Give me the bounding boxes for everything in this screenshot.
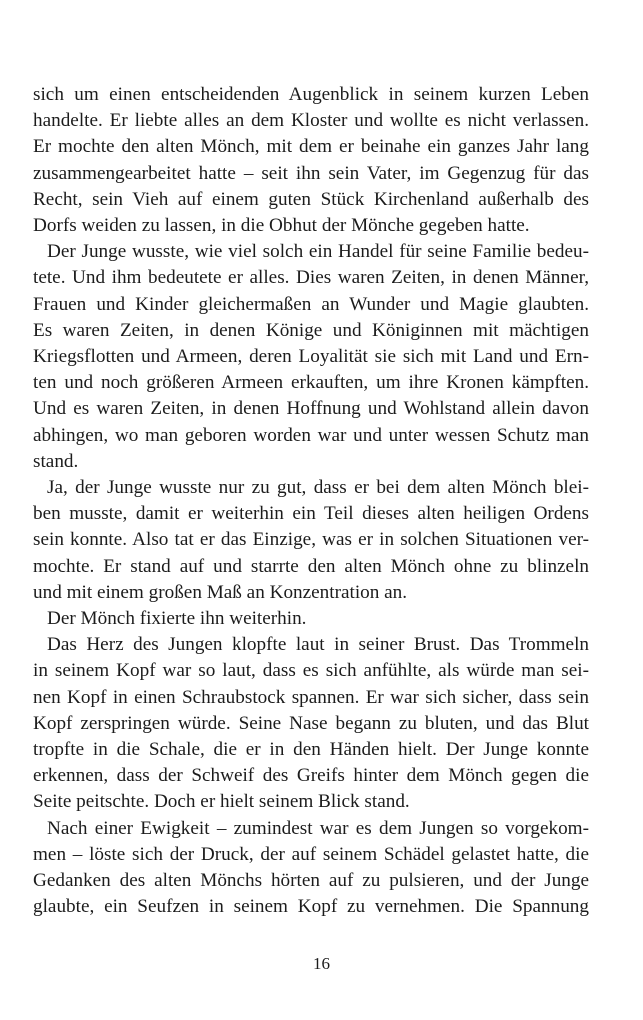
text-line: Seite peitschte. Doch er hielt seinem Blick stand. xyxy=(33,791,410,813)
text-line: Kopf zerspringen würde. Seine Nase begann zu bluten, und das Blut xyxy=(33,712,589,734)
text-line: Recht, sein Vieh auf einem guten Stück Kirchenland außerhalb des xyxy=(33,188,589,210)
text-line: Er mochte den alten Mönch, mit dem er beinahe ein ganzes Jahr lang xyxy=(33,136,589,158)
text-line: Der Mönch fixierte ihn weiterhin. xyxy=(47,608,307,629)
text-line: und mit einem großen Maß an Konzentration an. xyxy=(33,581,408,603)
text-line: men – löste sich der Druck, der auf seinem Schädel gelastet hatte, die xyxy=(33,843,589,865)
text-line: Und es waren Zeiten, in denen Hoffnung und Wohlstand allein davon xyxy=(33,398,589,420)
text-line: Gedanken des alten Mönchs hörten auf zu pulsieren, und der Junge xyxy=(33,870,589,891)
text-line: zusammengearbeitet hatte – seit ihn sein Vater, im Gegenzug für das xyxy=(33,162,589,184)
text-line: sein konnte. Also tat er das Einzige, was er in solchen Situationen ver- xyxy=(33,529,589,551)
text-line: handelte. Er liebte alles an dem Kloster und wollte es nicht verlassen. xyxy=(33,110,589,132)
text-line: glaubte, ein Seufzen in seinem Kopf zu vernehmen. Die Spannung xyxy=(33,896,589,918)
text-line: abhingen, wo man geboren worden war und unter wessen Schutz man xyxy=(33,424,589,446)
page-number: 16 xyxy=(313,954,330,973)
text-line: in seinem Kopf war so laut, dass es sich anfühlte, als würde man sei- xyxy=(33,660,589,682)
text-line: Dorfs weiden zu lassen, in die Obhut der Mönche gegeben hatte. xyxy=(33,215,530,236)
text-line: Das Herz des Jungen klopfte laut in seiner Brust. Das Trommeln xyxy=(47,634,589,656)
text-line: Der Junge wusste, wie viel solch ein Handel für seine Familie bedeu- xyxy=(47,241,589,263)
text-line: ten und noch größeren Armeen erkauften, um ihre Kronen kämpften. xyxy=(33,372,589,394)
text-line: Frauen und Kinder gleichermaßen an Wunder und Magie glaubten. xyxy=(33,293,589,315)
text-line: tropfte in die Schale, die er in den Händen hielt. Der Junge konnte xyxy=(33,739,589,760)
text-line: Nach einer Ewigkeit – zumindest war es dem Jungen so vorgekom- xyxy=(47,817,589,839)
text-line: ben musste, damit er weiterhin ein Teil dieses alten heiligen Ordens xyxy=(33,503,589,525)
text-line: Es waren Zeiten, in denen Könige und Königinnen mit mächtigen xyxy=(33,319,589,341)
text-line: sich um einen entscheidenden Augenblick in seinem kurzen Leben xyxy=(33,84,589,105)
text-line: stand. xyxy=(33,450,79,472)
text-line: tete. Und ihm bedeutete er alles. Dies waren Zeiten, in denen Männer, xyxy=(33,267,589,289)
text-line: nen Kopf in einen Schraubstock spannen. Er war sich sicher, dass sein xyxy=(33,686,589,708)
text-line: erkennen, dass der Schweif des Greifs hinter dem Mönch gegen die xyxy=(33,765,589,787)
text-line: Kriegsflotten und Armeen, deren Loyalität sie sich mit Land und Ern- xyxy=(33,346,589,367)
text-line: mochte. Er stand auf und starrte den alten Mönch ohne zu blinzeln xyxy=(33,555,589,577)
text-line: Ja, der Junge wusste nur zu gut, dass er bei dem alten Mönch blei- xyxy=(47,477,589,498)
